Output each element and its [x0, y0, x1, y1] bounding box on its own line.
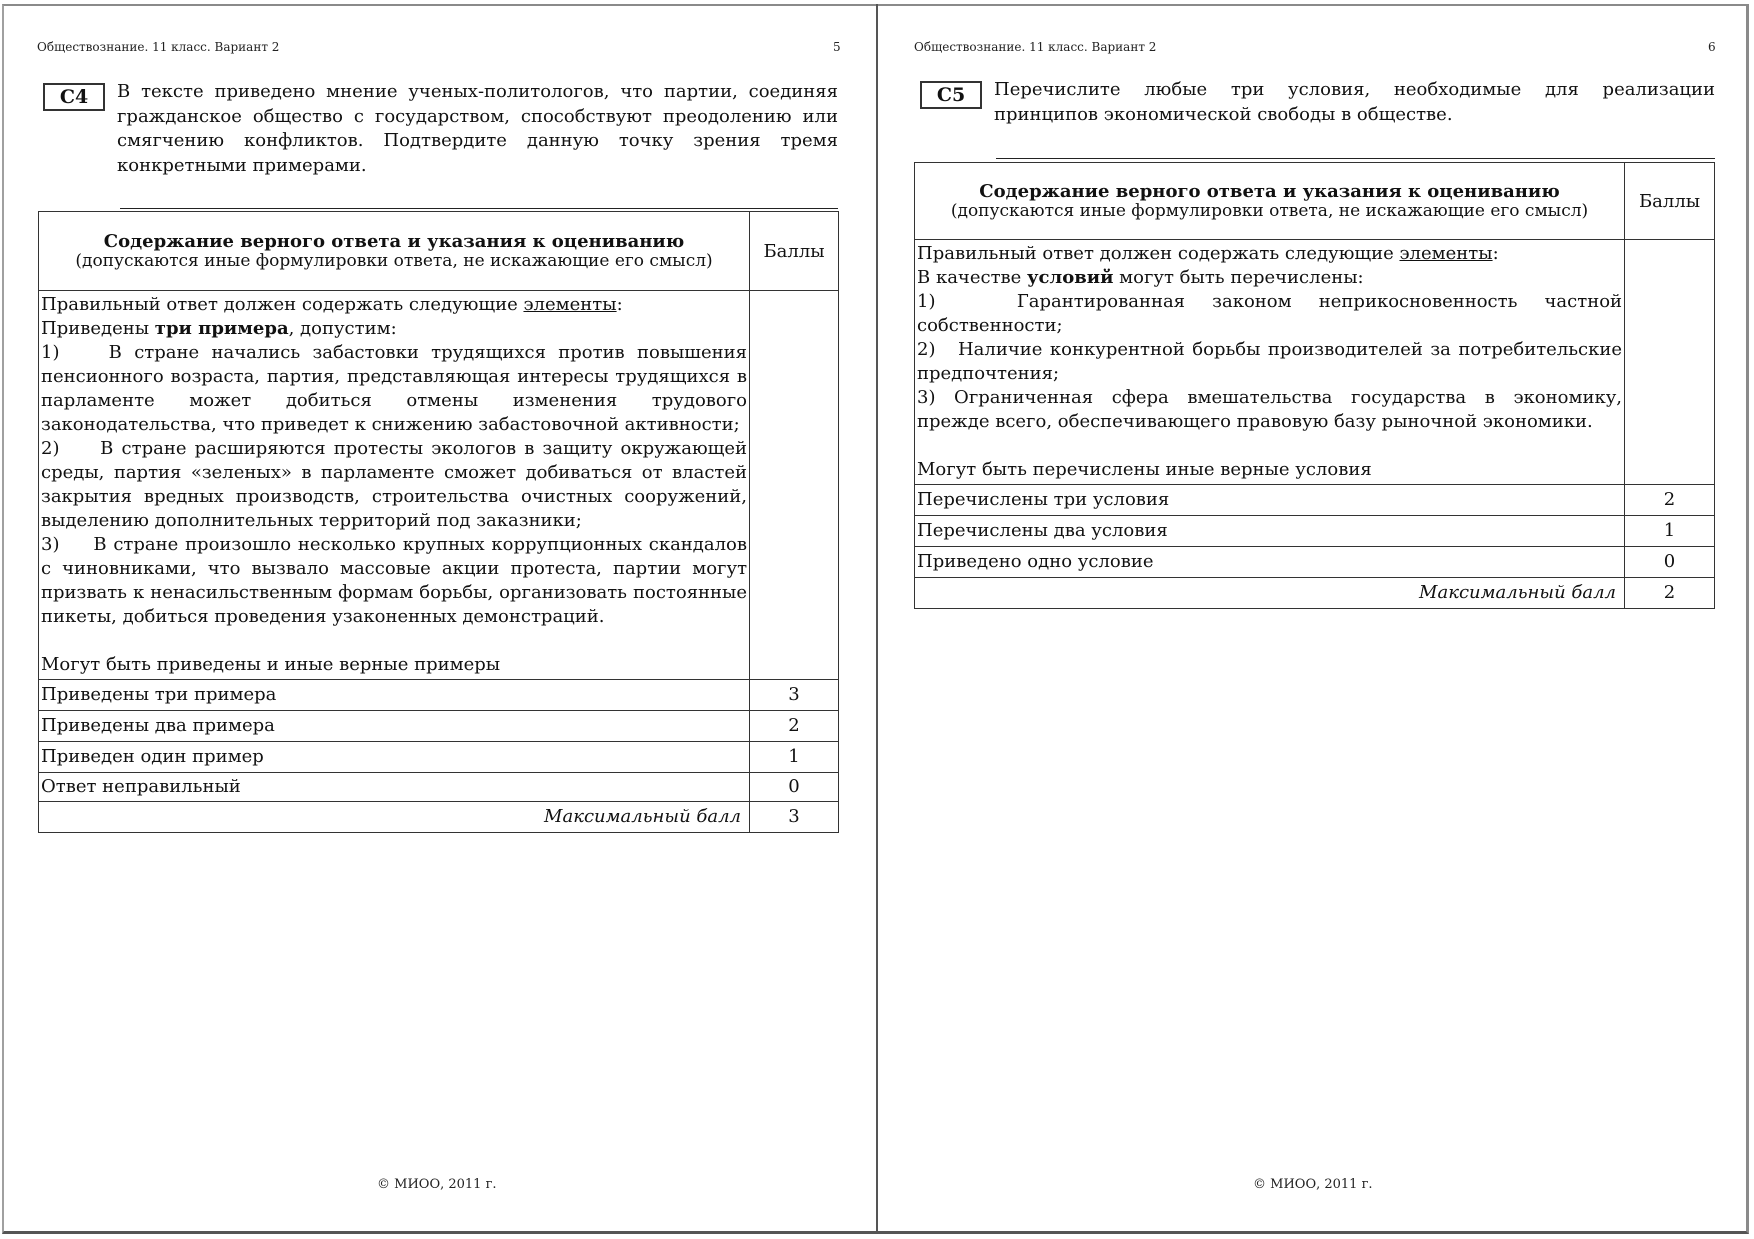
empty-score-cell: [1625, 240, 1715, 485]
page-number: 5: [833, 40, 841, 54]
criteria-row: [39, 773, 839, 802]
task-c4: [43, 80, 838, 178]
condition-item-1: 1) Гарантированная законом неприкосновенность частной собственности;: [917, 291, 1623, 336]
criteria-label: Приведен один пример: [39, 742, 750, 773]
running-head: Обществознание. 11 класс. Вариант 2: [37, 40, 280, 54]
answer-content-row: [915, 240, 1715, 485]
page-5: [0, 0, 876, 1239]
lead-text: Приведены: [41, 318, 155, 339]
table-header-row: [915, 163, 1715, 240]
intro-line: [41, 293, 747, 317]
table-header-row: [39, 212, 839, 291]
condition-item-3: 3) Ограниченная сфера вмешательства государства в экономику, прежде всего, обеспечивающего правовую базу рыночной экономики.: [917, 387, 1623, 432]
max-score-value: 3: [750, 802, 839, 833]
intro-underlined: элементы: [1399, 243, 1493, 264]
example-item-3: 3) В стране произошло несколько крупных коррупционных скандалов с чиновниками, что вызвало массовые акции протеста, партии могут призвать к ненасильственным формам борьбы, организовать постоянные пикеты, добиться проведения узаконенных демонстраций.: [41, 534, 748, 627]
copyright-footer: © МИОО, 2011 г.: [377, 1177, 497, 1192]
closing-note: Могут быть перечислены иные верные условия: [917, 459, 1372, 480]
header-content-cell: [915, 163, 1625, 240]
header-score: Баллы: [1625, 163, 1715, 240]
lead-text: В качестве: [917, 267, 1028, 288]
criteria-label: Приведены три примера: [39, 680, 750, 711]
intro-suffix: :: [616, 294, 623, 315]
header-content-cell: [39, 212, 750, 291]
header-title: Содержание верного ответа и указания к оцениванию: [979, 180, 1560, 202]
example-item-1: 1) В стране начались забастовки трудящихся против повышения пенсионного возраста, партия, представляющая интересы трудящихся в парламенте может добиться отмены изменения трудового законодательства, что приведет к снижению забастовочной активности;: [41, 342, 748, 435]
criteria-score: 0: [1625, 547, 1715, 578]
criteria-label: Приведены два примера: [39, 711, 750, 742]
answer-content-cell: [915, 240, 1625, 485]
header-subtitle: (допускаются иные формулировки ответа, не искажающие его смысл): [75, 250, 713, 271]
separator-line: [120, 208, 838, 209]
example-item-2: 2) В стране расширяются протесты экологов в защиту окружающей среды, партия «зеленых» в парламенте сможет добиваться от властей закрытия вредных производств, строительства очистных сооружений, выделению дополнительных территорий под заказники;: [41, 438, 748, 531]
task-prompt: В тексте приведено мнение ученых-политологов, что партии, соединяя гражданское общество с государством, способствуют преодолению или смягчению конфликтов. Подтвердите данную точку зрения тремя конкретными примерами.: [117, 81, 838, 176]
criteria-label: Приведено одно условие: [915, 547, 1625, 578]
scoring-table-c5: [914, 162, 1715, 609]
page-6: [878, 0, 1754, 1239]
intro-line: [917, 242, 1622, 266]
lead-suffix: , допустим:: [288, 318, 397, 339]
criteria-row: [915, 516, 1715, 547]
closing-note: Могут быть приведены и иные верные примеры: [41, 654, 501, 675]
criteria-row: [39, 711, 839, 742]
header-subtitle: (допускаются иные формулировки ответа, не искажающие его смысл): [950, 200, 1589, 221]
answer-content-cell: [39, 291, 750, 680]
intro-text: Правильный ответ должен содержать следующие: [917, 243, 1400, 264]
criteria-score: 2: [1625, 485, 1715, 516]
criteria-row: [39, 680, 839, 711]
header-score: Баллы: [750, 212, 839, 291]
empty-score-cell: [750, 291, 839, 680]
lead-line: [41, 317, 747, 341]
scoring-table-c4: [38, 211, 839, 833]
criteria-row: [915, 547, 1715, 578]
task-prompt: Перечислите любые три условия, необходимые для реализации принципов экономической свободы в обществе.: [994, 79, 1715, 125]
max-score-row: [915, 578, 1715, 609]
criteria-score: 0: [750, 773, 839, 802]
separator-line: [996, 158, 1715, 159]
lead-suffix: могут быть перечислены:: [1113, 267, 1364, 288]
max-score-value: 2: [1625, 578, 1715, 609]
spacer: [917, 434, 1622, 458]
task-code-badge: С5: [920, 81, 982, 109]
lead-bold: три примера: [154, 318, 289, 339]
criteria-label: Перечислены два условия: [915, 516, 1625, 547]
running-head: Обществознание. 11 класс. Вариант 2: [914, 40, 1157, 54]
max-score-row: [39, 802, 839, 833]
intro-suffix: :: [1492, 243, 1499, 264]
copyright-footer: © МИОО, 2011 г.: [1253, 1177, 1373, 1192]
criteria-label: Ответ неправильный: [39, 773, 750, 802]
answer-content-row: [39, 291, 839, 680]
criteria-row: [915, 485, 1715, 516]
spacer: [41, 629, 747, 653]
criteria-score: 1: [1625, 516, 1715, 547]
criteria-score: 3: [750, 680, 839, 711]
criteria-row: [39, 742, 839, 773]
task-code-badge: С4: [43, 83, 105, 111]
lead-bold: условий: [1027, 267, 1114, 288]
intro-underlined: элементы: [523, 294, 617, 315]
criteria-label: Перечислены три условия: [915, 485, 1625, 516]
intro-text: Правильный ответ должен содержать следующие: [41, 294, 524, 315]
criteria-score: 1: [750, 742, 839, 773]
max-score-label: Максимальный балл: [915, 578, 1625, 609]
criteria-score: 2: [750, 711, 839, 742]
max-score-label: Максимальный балл: [39, 802, 750, 833]
task-c5: [920, 78, 1715, 127]
page-number: 6: [1708, 40, 1716, 54]
header-title: Содержание верного ответа и указания к оцениванию: [103, 230, 685, 252]
condition-item-2: 2) Наличие конкурентной борьбы производителей за потребительские предпочтения;: [917, 339, 1623, 384]
lead-line: [917, 266, 1622, 290]
